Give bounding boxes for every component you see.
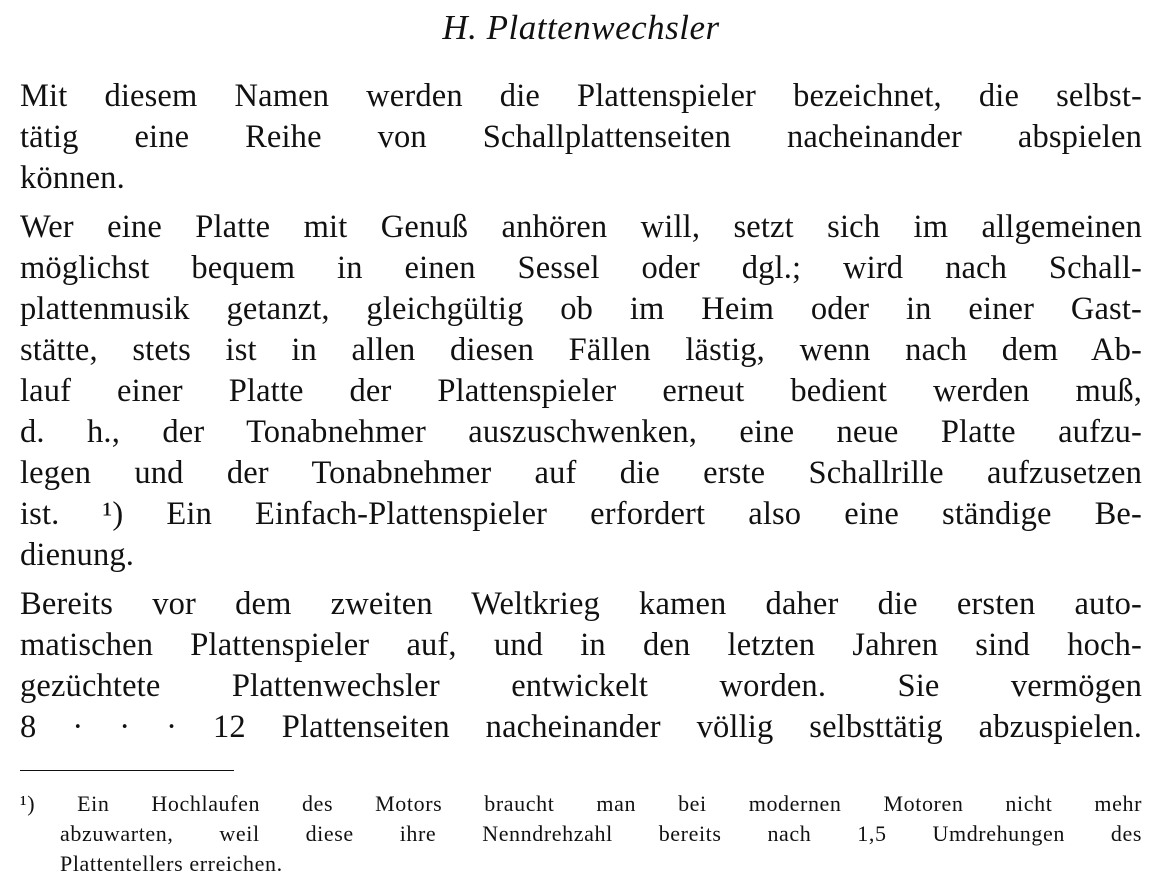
text-line: plattenmusik getanzt, gleichgültig ob im Heim oder in einer Gast- xyxy=(20,291,1142,327)
text-line: Mit diesem Namen werden die Plattenspieler bezeichnet, die selbst- xyxy=(20,78,1142,114)
footnote-line: ¹) Ein Hochlaufen des Motors braucht man bei modernen Motoren nicht mehr xyxy=(20,791,1142,816)
text-line: ist. ¹) Ein Einfach-Plattenspieler erfordert also eine ständige Be- xyxy=(20,496,1142,532)
text-line: Wer eine Platte mit Genuß anhören will, setzt sich im allgemeinen xyxy=(20,209,1142,245)
footnote xyxy=(20,789,1142,879)
text-line: möglichst bequem in einen Sessel oder dgl.; wird nach Schall- xyxy=(20,250,1142,286)
text-line: stätte, stets ist in allen diesen Fällen lästig, wenn nach dem Ab- xyxy=(20,332,1142,368)
text-line: lauf einer Platte der Plattenspieler erneut bedient werden muß, xyxy=(20,373,1142,409)
text-line: legen und der Tonabnehmer auf die erste Schallrille aufzusetzen xyxy=(20,455,1142,491)
section-heading: H. Plattenwechsler xyxy=(442,8,720,47)
text-line: 8 · · · 12 Plattenseiten nacheinander völlig selbsttätig abzuspielen. xyxy=(20,709,1142,745)
text-line: tätig eine Reihe von Schallplattenseiten nacheinander abspielen xyxy=(20,119,1142,155)
footnote-rule xyxy=(20,770,234,771)
text-line: können. xyxy=(20,160,125,196)
footnote-line: abzuwarten, weil diese ihre Nenndrehzahl bereits nach 1,5 Umdrehungen des xyxy=(60,821,1142,846)
text-line: dienung. xyxy=(20,537,135,573)
text-line: gezüchtete Plattenwechsler entwickelt worden. Sie vermögen xyxy=(20,668,1142,704)
text-line: Bereits vor dem zweiten Weltkrieg kamen daher die ersten auto- xyxy=(20,586,1142,622)
paragraph-1 xyxy=(20,76,1142,199)
paragraph-2 xyxy=(20,207,1142,576)
footnote-line: Plattentellers erreichen. xyxy=(60,851,283,876)
paragraph-3 xyxy=(20,584,1142,748)
text-line: d. h., der Tonabnehmer auszuschwenken, eine neue Platte aufzu- xyxy=(20,414,1142,450)
page xyxy=(20,0,1142,879)
text-line: matischen Plattenspieler auf, und in den letzten Jahren sind hoch- xyxy=(20,627,1142,663)
